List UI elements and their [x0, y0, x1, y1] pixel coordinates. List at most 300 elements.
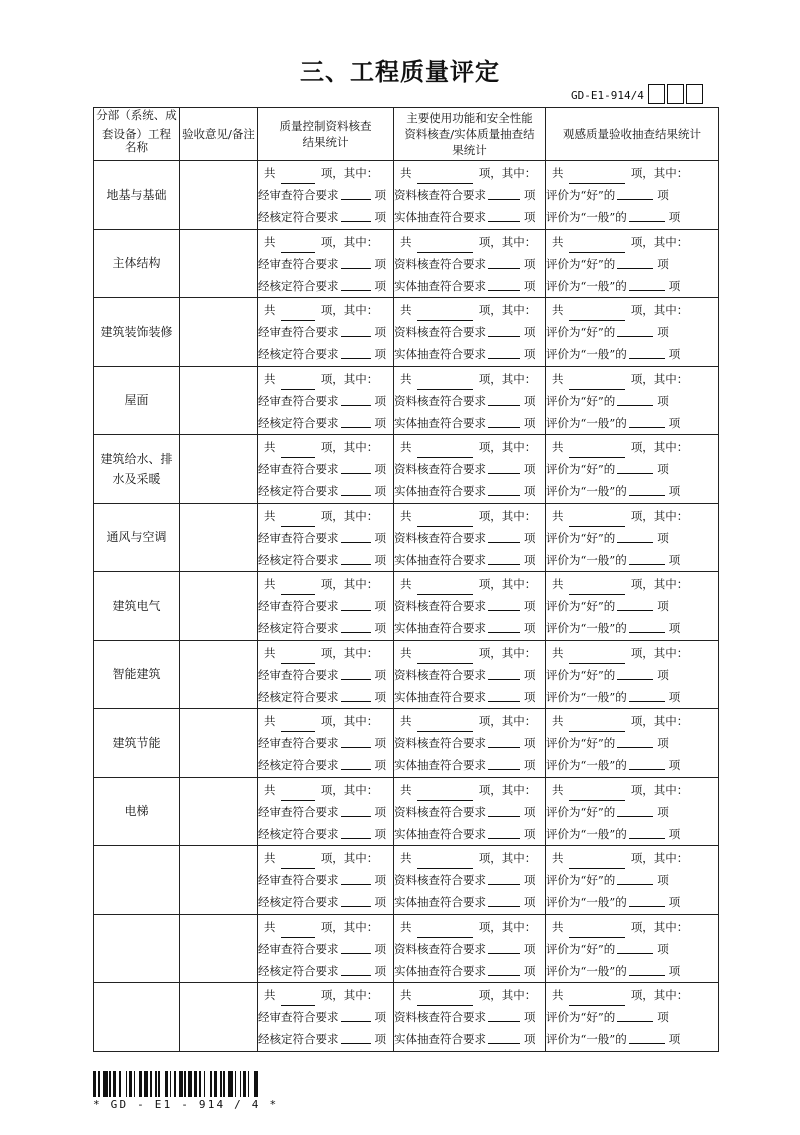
line-two-count-input[interactable]: [341, 664, 371, 680]
line-two-count-input[interactable]: [617, 527, 653, 543]
items-among-label: 项，其中：: [320, 714, 379, 728]
line-two: [394, 595, 545, 617]
function-safety-cell: [394, 572, 546, 641]
total-count-input[interactable]: [417, 648, 473, 664]
line-two-count-input[interactable]: [617, 458, 653, 474]
line-three: [546, 754, 718, 776]
total-count-input[interactable]: [569, 305, 625, 321]
code-box-1[interactable]: [648, 84, 665, 104]
line-two-count-input[interactable]: [341, 732, 371, 748]
line-three-count-input[interactable]: [629, 686, 665, 702]
item-unit-label: 项: [657, 462, 669, 476]
line-two-count-input[interactable]: [488, 390, 520, 406]
division-name: 电梯: [124, 804, 149, 819]
items-among-label: 项，其中：: [478, 577, 537, 591]
line-three-label: 经核定符合要求: [258, 552, 339, 567]
line-three-count-input[interactable]: [488, 480, 520, 496]
total-count-input[interactable]: [569, 716, 625, 732]
items-among-label: 项，其中：: [630, 166, 689, 180]
line-three-count-input[interactable]: [629, 754, 665, 770]
line-three-label: 实体抽查符合要求: [394, 1032, 486, 1046]
total-label: 共: [400, 919, 412, 934]
line-three-label: 评价为“一般”的: [546, 347, 627, 361]
item-unit-label: 项: [374, 667, 386, 682]
line-two-count-input[interactable]: [341, 184, 371, 200]
acceptance-remarks-cell[interactable]: [180, 366, 258, 435]
total-count-input[interactable]: [417, 374, 473, 390]
line-three-count-input[interactable]: [341, 549, 371, 565]
item-unit-label: 项: [374, 804, 386, 819]
line-two-count-input[interactable]: [488, 595, 520, 611]
line-two-count-input[interactable]: [341, 390, 371, 406]
line-two-count-input[interactable]: [488, 527, 520, 543]
total-count-input[interactable]: [569, 442, 625, 458]
line-two-label: 经审查符合要求: [258, 188, 339, 202]
total-count-input[interactable]: [417, 853, 473, 869]
item-unit-label: 项: [668, 758, 681, 772]
line-three-label: 评价为“一般”的: [546, 621, 627, 635]
line-three-count-input[interactable]: [488, 343, 520, 359]
total-line: [258, 779, 393, 801]
total-count-input[interactable]: [281, 853, 315, 869]
acceptance-remarks-cell[interactable]: [180, 298, 258, 367]
line-three: [546, 1028, 718, 1050]
line-two-count-input[interactable]: [341, 458, 371, 474]
line-three-count-input[interactable]: [488, 206, 520, 222]
total-count-input[interactable]: [281, 442, 315, 458]
acceptance-remarks-cell[interactable]: [180, 640, 258, 709]
line-three: [394, 960, 545, 982]
line-two-count-input[interactable]: [617, 801, 653, 817]
line-three: [394, 1028, 545, 1050]
total-line: [258, 642, 393, 664]
line-two-count-input[interactable]: [488, 458, 520, 474]
line-three-count-input[interactable]: [341, 343, 371, 359]
total-count-input[interactable]: [569, 648, 625, 664]
line-three: [394, 343, 545, 365]
line-three-count-input[interactable]: [341, 275, 371, 291]
total-line: [258, 368, 393, 390]
line-three-label: 评价为“一般”的: [546, 210, 627, 224]
line-two-count-input[interactable]: [488, 869, 520, 885]
line-two-count-input[interactable]: [617, 869, 653, 885]
line-three-count-input[interactable]: [341, 412, 371, 428]
line-two: [394, 527, 545, 549]
line-two: [546, 253, 718, 275]
line-three-count-input[interactable]: [488, 275, 520, 291]
items-among-label: 项，其中：: [478, 851, 537, 865]
total-label: 共: [264, 371, 276, 386]
line-three-count-input[interactable]: [341, 617, 371, 633]
line-two: [546, 732, 718, 754]
line-two-label: 经审查符合要求: [258, 804, 339, 819]
total-count-input[interactable]: [281, 374, 315, 390]
line-three-count-input[interactable]: [341, 480, 371, 496]
line-two-label: 资料核查符合要求: [394, 804, 486, 819]
line-two-count-input[interactable]: [341, 321, 371, 337]
line-three-count-input[interactable]: [488, 617, 520, 633]
total-label: 共: [400, 166, 412, 180]
division-name: 建筑装饰装修: [100, 324, 173, 339]
total-count-input[interactable]: [281, 579, 315, 595]
total-count-input[interactable]: [417, 922, 473, 938]
line-three: [258, 960, 393, 982]
line-two-label: 评价为“好”的: [546, 667, 616, 682]
total-count-input[interactable]: [281, 716, 315, 732]
items-among-label: 项，其中：: [630, 371, 689, 386]
form-code: GD-E1-914/4: [571, 89, 644, 102]
line-three-count-input[interactable]: [629, 960, 665, 976]
line-three-count-input[interactable]: [488, 823, 520, 839]
line-two-label: 经审查符合要求: [258, 530, 339, 545]
function-safety-cell: [394, 366, 546, 435]
header-division-name-line2: 套设备）工程: [102, 127, 171, 141]
line-three-label: 实体抽查符合要求: [394, 415, 486, 430]
line-three-count-input[interactable]: [341, 754, 371, 770]
function-safety-cell: [394, 914, 546, 983]
total-label: 共: [552, 371, 564, 386]
line-three: [546, 960, 718, 982]
line-two-count-input[interactable]: [617, 321, 653, 337]
function-safety-cell: [394, 503, 546, 572]
line-three-count-input[interactable]: [629, 480, 665, 496]
line-three-count-input[interactable]: [629, 617, 665, 633]
line-three: [394, 823, 545, 845]
line-two: [546, 390, 718, 412]
item-unit-label: 项: [657, 804, 669, 819]
line-three: [546, 343, 718, 365]
line-two-count-input[interactable]: [488, 664, 520, 680]
line-three-label: 实体抽查符合要求: [394, 895, 486, 909]
line-three-label: 实体抽查符合要求: [394, 347, 486, 361]
line-two-label: 资料核查符合要求: [394, 599, 486, 613]
item-unit-label: 项: [524, 1010, 536, 1024]
header-acceptance-remarks-label: 验收意见/备注: [182, 127, 255, 141]
total-count-input[interactable]: [417, 579, 473, 595]
total-line: [258, 847, 393, 869]
total-line: [258, 916, 393, 938]
line-three-count-input[interactable]: [488, 754, 520, 770]
quality-control-cell: [258, 983, 394, 1052]
table-row: [94, 777, 719, 846]
items-among-label: 项，其中：: [630, 851, 689, 865]
items-among-label: 项，其中：: [630, 782, 689, 797]
line-two-label: 经审查符合要求: [258, 462, 339, 476]
line-two-label: 评价为“好”的: [546, 256, 616, 271]
quality-control-cell: [258, 846, 394, 915]
line-three: [394, 206, 545, 228]
header-function-safety-line3: 果统计: [452, 143, 487, 157]
line-two-label: 经审查符合要求: [258, 599, 339, 613]
acceptance-remarks-cell[interactable]: [180, 161, 258, 230]
line-two-count-input[interactable]: [617, 1006, 653, 1022]
total-count-input[interactable]: [281, 922, 315, 938]
division-name-cell: [94, 640, 180, 709]
item-unit-label: 项: [657, 873, 669, 887]
division-name-cell: [94, 161, 180, 230]
header-division-name-line1: 分部（系统、成: [96, 108, 177, 122]
table-row: [94, 709, 719, 778]
line-two-label: 经审查符合要求: [258, 667, 339, 682]
total-line: [394, 984, 545, 1006]
total-count-input[interactable]: [417, 305, 473, 321]
line-two-count-input[interactable]: [488, 732, 520, 748]
items-among-label: 项，其中：: [320, 508, 379, 523]
line-two: [394, 732, 545, 754]
total-label: 共: [552, 782, 564, 797]
total-count-input[interactable]: [569, 922, 625, 938]
line-three-count-input[interactable]: [488, 686, 520, 702]
line-three: [394, 412, 545, 434]
total-count-input[interactable]: [417, 442, 473, 458]
appearance-quality-cell: [546, 229, 719, 298]
item-unit-label: 项: [668, 689, 681, 704]
line-two-label: 评价为“好”的: [546, 1010, 616, 1024]
line-two: [258, 1006, 393, 1028]
items-among-label: 项，其中：: [478, 988, 537, 1002]
item-unit-label: 项: [524, 552, 536, 567]
line-two-count-input[interactable]: [341, 801, 371, 817]
line-three-label: 评价为“一般”的: [546, 415, 627, 430]
line-three-label: 经核定符合要求: [258, 826, 339, 841]
line-three-count-input[interactable]: [629, 343, 665, 359]
total-count-input[interactable]: [569, 168, 625, 184]
line-two: [394, 801, 545, 823]
appearance-quality-cell: [546, 161, 719, 230]
item-unit-label: 项: [668, 963, 681, 978]
total-count-input[interactable]: [417, 168, 473, 184]
total-count-input[interactable]: [281, 237, 315, 253]
item-unit-label: 项: [657, 941, 669, 956]
line-three-count-input[interactable]: [629, 823, 665, 839]
line-two: [258, 184, 393, 206]
line-three-count-input[interactable]: [341, 1028, 371, 1044]
item-unit-label: 项: [524, 826, 536, 841]
line-two-label: 经审查符合要求: [258, 1010, 339, 1024]
total-count-input[interactable]: [569, 853, 625, 869]
table-row: [94, 846, 719, 915]
line-two-label: 评价为“好”的: [546, 804, 616, 819]
item-unit-label: 项: [524, 804, 536, 819]
total-count-input[interactable]: [281, 511, 315, 527]
line-two: [394, 458, 545, 480]
line-two: [258, 390, 393, 412]
total-line: [258, 573, 393, 595]
items-among-label: 项，其中：: [320, 234, 379, 249]
line-three-label: 评价为“一般”的: [546, 689, 627, 704]
line-three-count-input[interactable]: [629, 1028, 665, 1044]
total-count-input[interactable]: [281, 990, 315, 1006]
line-three-label: 评价为“一般”的: [546, 552, 627, 567]
item-unit-label: 项: [524, 484, 536, 498]
items-among-label: 项，其中：: [478, 919, 537, 934]
code-box-2[interactable]: [667, 84, 684, 104]
total-label: 共: [552, 714, 564, 728]
total-count-input[interactable]: [569, 374, 625, 390]
total-count-input[interactable]: [417, 237, 473, 253]
acceptance-remarks-cell[interactable]: [180, 846, 258, 915]
line-two-label: 资料核查符合要求: [394, 736, 486, 750]
total-count-input[interactable]: [569, 511, 625, 527]
line-three: [394, 617, 545, 639]
line-three-count-input[interactable]: [488, 549, 520, 565]
total-count-input[interactable]: [281, 648, 315, 664]
items-among-label: 项，其中：: [478, 166, 537, 180]
items-among-label: 项，其中：: [320, 303, 379, 317]
line-three-count-input[interactable]: [488, 412, 520, 428]
total-label: 共: [552, 234, 564, 249]
division-name-cell: [94, 709, 180, 778]
table-row: [94, 366, 719, 435]
acceptance-remarks-cell[interactable]: [180, 983, 258, 1052]
line-three-count-input[interactable]: [488, 960, 520, 976]
total-label: 共: [264, 988, 276, 1002]
line-two-count-input[interactable]: [341, 253, 371, 269]
item-unit-label: 项: [524, 963, 536, 978]
appearance-quality-cell: [546, 503, 719, 572]
items-among-label: 项，其中：: [320, 919, 379, 934]
line-three: [258, 686, 393, 708]
line-two: [394, 869, 545, 891]
line-three-count-input[interactable]: [629, 275, 665, 291]
appearance-quality-cell: [546, 983, 719, 1052]
total-line: [546, 984, 718, 1006]
acceptance-remarks-cell[interactable]: [180, 709, 258, 778]
acceptance-remarks-cell[interactable]: [180, 229, 258, 298]
item-unit-label: 项: [668, 347, 681, 361]
total-line: [546, 368, 718, 390]
code-box-3[interactable]: [686, 84, 703, 104]
line-two: [546, 321, 718, 343]
line-three-label: 评价为“一般”的: [546, 895, 627, 909]
total-line: [394, 436, 545, 458]
table-row: [94, 435, 719, 504]
total-line: [394, 573, 545, 595]
line-three-count-input[interactable]: [341, 960, 371, 976]
total-count-input[interactable]: [281, 785, 315, 801]
header-division-name: [94, 108, 180, 161]
acceptance-remarks-cell[interactable]: [180, 914, 258, 983]
line-two-count-input[interactable]: [617, 184, 653, 200]
total-count-input[interactable]: [417, 716, 473, 732]
line-two-count-input[interactable]: [617, 938, 653, 954]
line-three-count-input[interactable]: [629, 549, 665, 565]
total-line: [394, 642, 545, 664]
line-three-count-input[interactable]: [629, 412, 665, 428]
appearance-quality-cell: [546, 435, 719, 504]
total-count-input[interactable]: [281, 305, 315, 321]
appearance-quality-cell: [546, 709, 719, 778]
line-two-count-input[interactable]: [488, 801, 520, 817]
line-two-count-input[interactable]: [341, 595, 371, 611]
item-unit-label: 项: [668, 484, 681, 498]
line-two-count-input[interactable]: [488, 321, 520, 337]
items-among-label: 项，其中：: [478, 782, 537, 797]
line-two: [546, 1006, 718, 1028]
acceptance-remarks-cell[interactable]: [180, 572, 258, 641]
header-quality-control: [258, 108, 394, 161]
total-label: 共: [552, 166, 564, 180]
acceptance-remarks-cell[interactable]: [180, 435, 258, 504]
line-two-label: 资料核查符合要求: [394, 462, 486, 476]
line-two-count-input[interactable]: [488, 253, 520, 269]
item-unit-label: 项: [374, 758, 386, 772]
line-two-count-input[interactable]: [617, 390, 653, 406]
line-two-count-input[interactable]: [488, 938, 520, 954]
line-two-count-input[interactable]: [341, 869, 371, 885]
barcode: [93, 1071, 258, 1097]
acceptance-remarks-cell[interactable]: [180, 503, 258, 572]
line-three-count-input[interactable]: [341, 206, 371, 222]
header-appearance-quality: [546, 108, 719, 161]
item-unit-label: 项: [524, 941, 536, 956]
line-two-count-input[interactable]: [617, 732, 653, 748]
total-count-input[interactable]: [417, 511, 473, 527]
item-unit-label: 项: [374, 873, 386, 887]
items-among-label: 项，其中：: [320, 988, 379, 1002]
line-three-count-input[interactable]: [341, 686, 371, 702]
item-unit-label: 项: [657, 667, 669, 682]
total-count-input[interactable]: [569, 237, 625, 253]
function-safety-cell: [394, 161, 546, 230]
total-count-input[interactable]: [569, 785, 625, 801]
line-two-count-input[interactable]: [488, 184, 520, 200]
total-line: [258, 984, 393, 1006]
total-count-input[interactable]: [281, 168, 315, 184]
line-three: [546, 549, 718, 571]
items-among-label: 项，其中：: [630, 714, 689, 728]
quality-control-cell: [258, 435, 394, 504]
total-label: 共: [552, 303, 564, 317]
line-two-count-input[interactable]: [341, 938, 371, 954]
line-three-label: 实体抽查符合要求: [394, 552, 486, 567]
line-three-label: 评价为“一般”的: [546, 484, 627, 498]
line-three: [258, 480, 393, 502]
acceptance-remarks-cell[interactable]: [180, 777, 258, 846]
line-two-count-input[interactable]: [341, 527, 371, 543]
total-count-input[interactable]: [569, 579, 625, 595]
line-three-count-input[interactable]: [341, 823, 371, 839]
line-three-count-input[interactable]: [629, 206, 665, 222]
function-safety-cell: [394, 983, 546, 1052]
total-count-input[interactable]: [417, 990, 473, 1006]
line-two-count-input[interactable]: [341, 1006, 371, 1022]
item-unit-label: 项: [524, 1032, 536, 1046]
item-unit-label: 项: [657, 393, 669, 408]
line-three: [394, 754, 545, 776]
line-two-count-input[interactable]: [617, 664, 653, 680]
line-two-count-input[interactable]: [617, 253, 653, 269]
line-two: [258, 938, 393, 960]
total-count-input[interactable]: [569, 990, 625, 1006]
total-count-input[interactable]: [417, 785, 473, 801]
line-three-count-input[interactable]: [341, 891, 371, 907]
total-line: [546, 505, 718, 527]
function-safety-cell: [394, 298, 546, 367]
line-two-label: 评价为“好”的: [546, 530, 616, 545]
total-label: 共: [552, 577, 564, 591]
line-two: [546, 801, 718, 823]
line-three-count-input[interactable]: [488, 891, 520, 907]
total-line: [394, 779, 545, 801]
line-three-count-input[interactable]: [488, 1028, 520, 1044]
line-three-count-input[interactable]: [629, 891, 665, 907]
line-two-count-input[interactable]: [617, 595, 653, 611]
function-safety-cell: [394, 777, 546, 846]
line-two-label: 经审查符合要求: [258, 325, 339, 339]
line-two-count-input[interactable]: [488, 1006, 520, 1022]
appearance-quality-cell: [546, 366, 719, 435]
